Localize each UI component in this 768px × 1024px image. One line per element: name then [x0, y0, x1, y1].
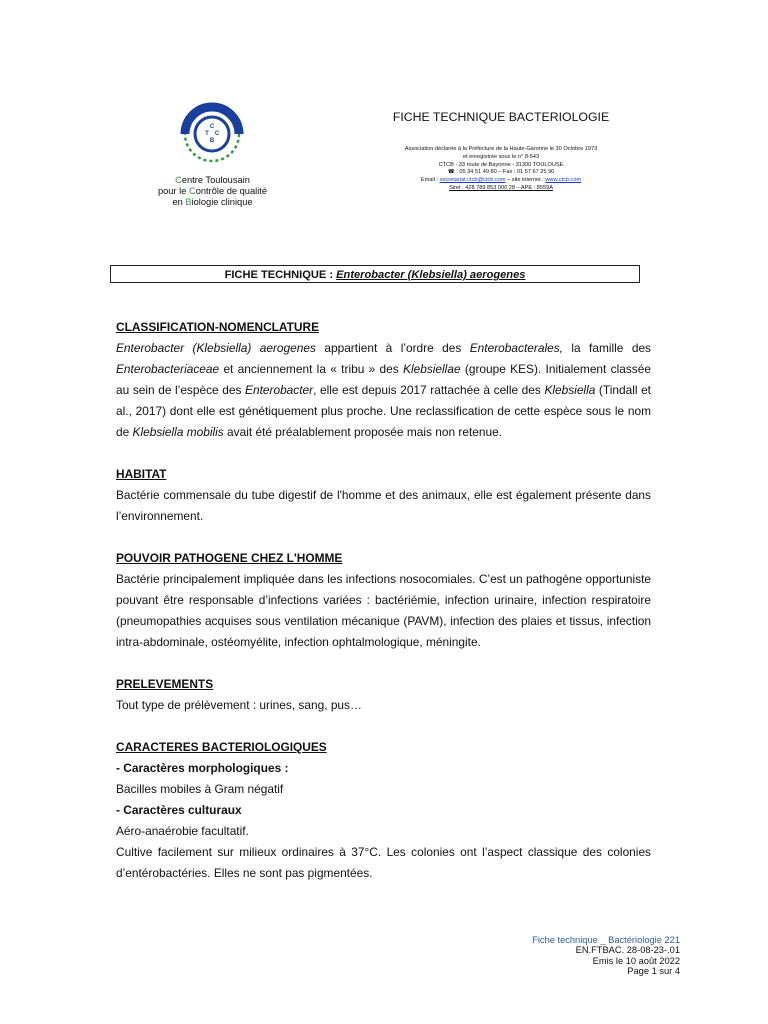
org-cap: C	[188, 186, 196, 196]
fiche-organism: Enterobacter (Klebsiella) aerogenes	[336, 269, 526, 281]
italic-term: Klebsiella mobilis	[132, 425, 224, 439]
page-footer	[470, 935, 680, 976]
document-body	[116, 317, 651, 884]
italic-term: Enterobacteriaceae	[116, 362, 220, 376]
italic-term: Enterobacter	[245, 383, 314, 397]
org-text: pour le	[157, 186, 189, 196]
fiche-title-box	[110, 265, 640, 283]
organization-name	[130, 175, 295, 208]
text-run: (Tindall et al., 2017) dont elle est génétiquement plus proche. Une reclassification de cette espèce sous le nom de	[116, 383, 651, 439]
org-text: en	[172, 197, 186, 207]
section-title-pouvoir-pathogene: POUVOIR PATHOGENE CHEZ L'HOMME	[116, 551, 343, 565]
morpho-subtitle: - Caractères morphologiques :	[116, 761, 289, 775]
assoc-line: ☎ : 05 34 51 49 80 – Fax : 01 57 67 25 90	[447, 169, 555, 176]
text-run: , elle est depuis 2017 rattachée à celle des	[313, 383, 545, 397]
text-run: la famille des	[562, 341, 651, 355]
email-label: Email :	[420, 177, 440, 184]
siret-line: Siret : 428 789 853 000 28 – APE : 8559A	[449, 184, 553, 191]
org-cap: B	[185, 197, 192, 207]
footer-doc-name: Fiche technique _ Bactériologie 221	[532, 935, 680, 945]
footer-ref: EN.FTBAC. 28-08-23-.01	[575, 945, 680, 956]
assoc-line: et enregistrée sous le n° 8-543	[462, 153, 540, 160]
footer-page-number: Page 1 sur 4	[627, 965, 680, 976]
text-run: avait été préalablement proposée mais non retenue.	[223, 425, 503, 439]
website-link[interactable]: www.ctcb.com	[545, 177, 582, 184]
cultural-text-2: Cultive facilement sur milieux ordinaires à 37°C. Les colonies ont l’aspect classique des colonies d’entérobactéries. Elles ne sont pas pigmentées.	[116, 845, 651, 880]
prelevements-paragraph: Tout type de prélèvement : urines, sang, pus…	[116, 698, 362, 712]
association-info	[370, 146, 632, 193]
org-text: ontrôle de qualité	[195, 186, 268, 196]
email-link[interactable]: secretariat.ctcb@ctcb.com	[439, 177, 506, 184]
site-label: – site internet :	[505, 177, 546, 184]
assoc-line: Association déclarée à la Préfecture de la Haute-Garonne le 30 Octobre 1973	[404, 146, 598, 152]
logo-letter: B	[209, 138, 215, 144]
contact-line	[370, 177, 632, 185]
logo-letter: T	[205, 131, 209, 137]
habitat-paragraph: Bactérie commensale du tube digestif de l'homme et des animaux, elle est également présente dans l’environnement.	[116, 488, 651, 523]
italic-term: Enterobacter (Klebsiella) aerogenes	[116, 341, 316, 355]
fiche-prefix: FICHE TECHNIQUE :	[224, 269, 337, 281]
cultural-subtitle: - Caractères culturaux	[116, 803, 242, 817]
section-title-habitat: HABITAT	[116, 467, 167, 481]
org-cap: C	[175, 175, 182, 185]
document-title: FICHE TECHNIQUE BACTERIOLOGIE	[392, 110, 610, 124]
italic-term: Klebsiellae	[403, 362, 461, 376]
org-text: iologie clinique	[191, 197, 253, 207]
logo-letter: C	[209, 124, 215, 130]
footer-date: Emis le 10 août 2022	[592, 955, 680, 966]
text-run: et anciennement la « tribu » des	[219, 362, 404, 376]
ctcb-logo	[176, 101, 248, 167]
cultural-text-1: Aéro-anaérobie facultatif.	[116, 824, 249, 838]
italic-term: Klebsiella	[544, 383, 596, 397]
logo-letter: C	[214, 131, 220, 137]
section-title-caracteres: CARACTERES BACTERIOLOGIQUES	[116, 740, 327, 754]
morpho-text: Bacilles mobiles à Gram négatif	[116, 782, 284, 796]
org-text: entre Toulousain	[181, 175, 250, 185]
text-run: appartient à l’ordre des	[315, 341, 470, 355]
pouvoir-paragraph: Bactérie principalement impliquée dans les infections nosocomiales. C’est un pathogène opportuniste pouvant être responsable d’infections variées : bactériémie, infection urinaire, infection respiratoire (pneumopathies acquises sous ventilation mécanique (PAVM), infection des plaies et tissus, infection intra-abdominale, ostéomyélite, infection ophtalmologique, méningite.	[116, 572, 651, 649]
classification-paragraph	[116, 338, 651, 443]
section-title-prelevements: PRELEVEMENTS	[116, 677, 214, 691]
text-run: (groupe KES). Initialement classée au sein de l’espèce des	[116, 362, 651, 397]
italic-term: Enterobacterales,	[469, 341, 563, 355]
section-title-classification: CLASSIFICATION-NOMENCLATURE	[116, 320, 320, 334]
assoc-line: CTCB - 33 route de Bayonne - 31300 TOULOUSE	[438, 161, 564, 168]
